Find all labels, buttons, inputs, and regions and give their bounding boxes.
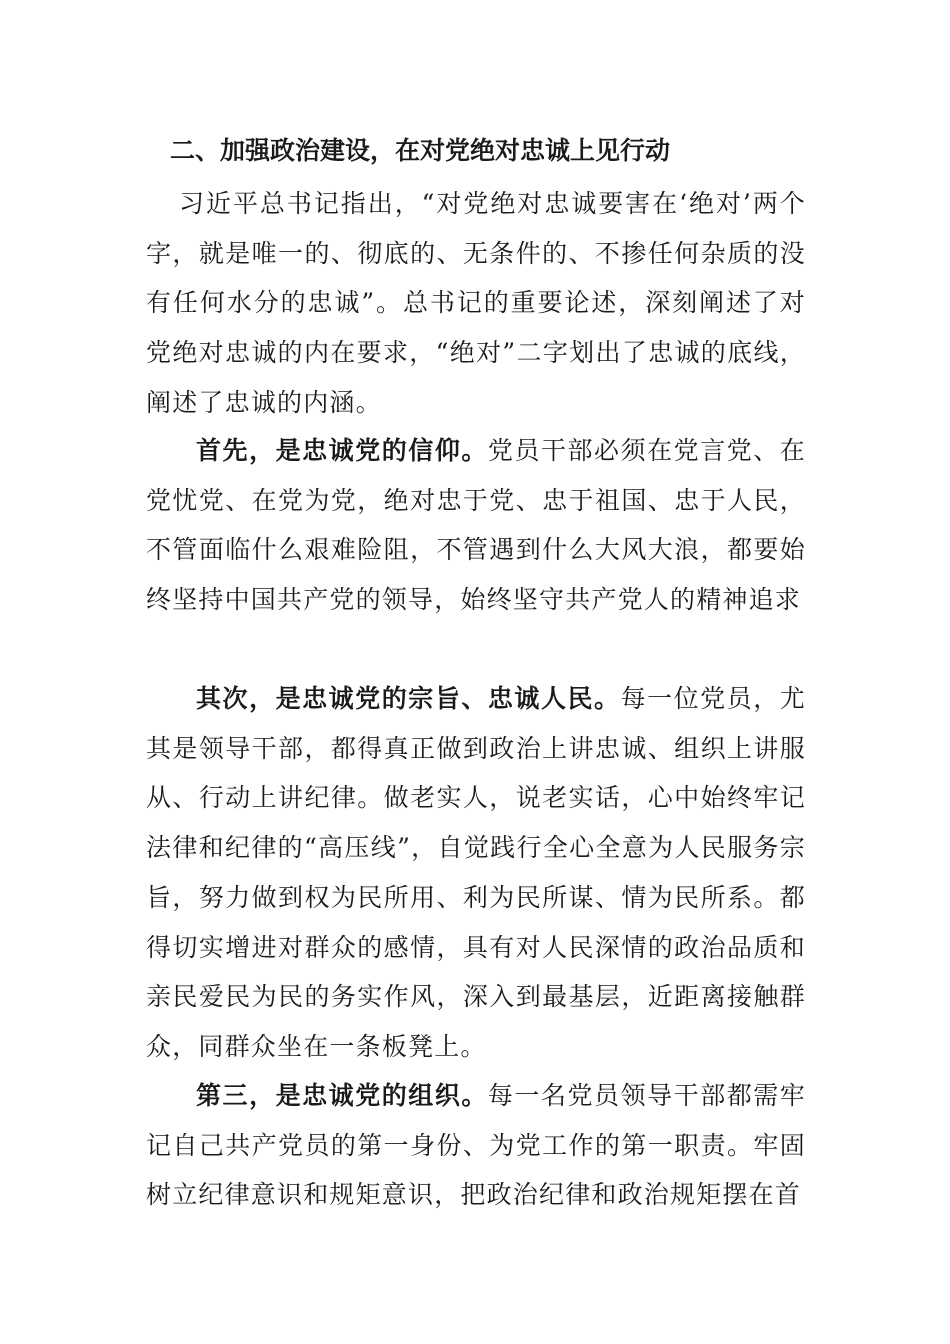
- paragraph-text: 党员干部必须在党言党、在党忧党、在党为党，绝对忠于党、忠于祖国、忠于人民，不管面临什么艰难险阻，不管遇到什么大风大浪，都要始终坚持中国共产党的领导，始终坚守共产党人的精神追求: [146, 436, 807, 615]
- section-heading: 二、加强政治建设，在对党绝对忠诚上见行动: [170, 136, 671, 165]
- paragraph-intro: [146, 179, 806, 428]
- paragraph-text: 每一位党员，尤其是领导干部，都得真正做到政治上讲忠诚、组织上讲服从、行动上讲纪律。做老实人，说老实话，心中始终牢记法律和纪律的“高压线”，自觉践行全心全意为人民服务宗旨，努力做到权为民所用、利为民所谋、情为民所系。都得切实增进对群众的感情，具有对人民深情的政治品质和亲民爱民为民的务实作风，深入到最基层，近距离接触群众，同群众坐在一条板凳上。: [146, 684, 806, 1061]
- paragraph-lead: 其次，是忠诚党的宗旨、忠诚人民。: [196, 684, 621, 713]
- paragraph-text: 习近平总书记指出，“对党绝对忠诚要害在‘绝对’两个字，就是唯一的、彻底的、无条件的、不掺任何杂质的没有任何水分的忠诚”。总书记的重要论述，深刻阐述了对党绝对忠诚的内在要求，“绝对”二字划出了忠诚的底线，阐述了忠诚的内涵。: [146, 189, 806, 417]
- paragraph-faith: [146, 426, 806, 625]
- paragraph-text: 每一名党员领导干部都需牢记自己共产党员的第一身份、为党工作的第一职责。牢固树立纪律意识和规矩意识，把政治纪律和政治规矩摆在首: [146, 1081, 807, 1210]
- paragraph-lead: 首先，是忠诚党的信仰。: [196, 436, 488, 465]
- paragraph-lead: 第三，是忠诚党的组织。: [196, 1081, 488, 1110]
- paragraph-organization: [146, 1071, 806, 1220]
- paragraph-purpose: [146, 674, 806, 1072]
